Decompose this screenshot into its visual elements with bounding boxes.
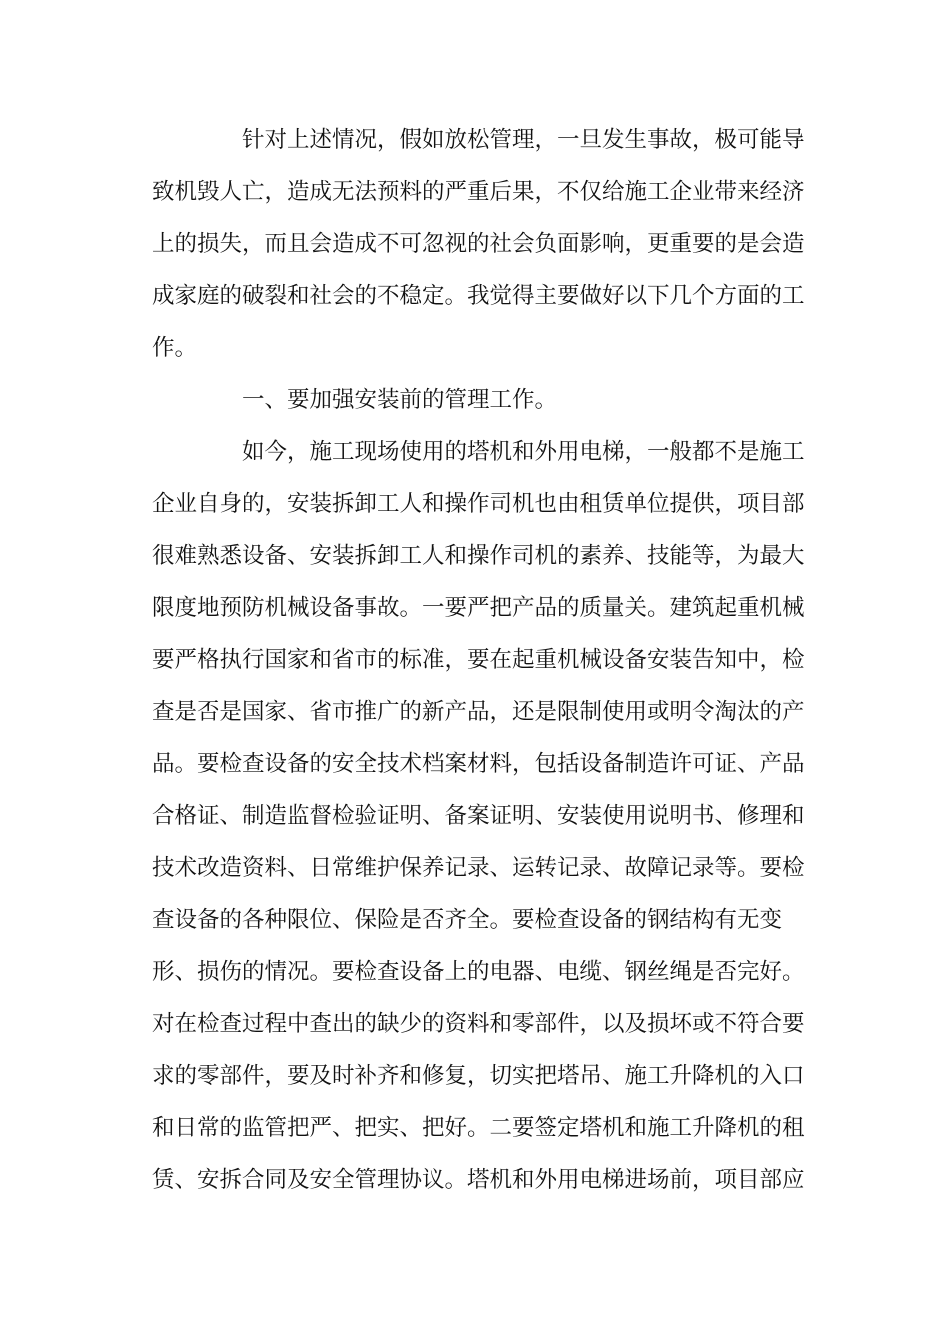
text-line: 技术改造资料、日常维护保养记录、运转记录、故障记录等。要检 <box>152 855 805 881</box>
text-line: 求的零部件，要及时补齐和修复，切实把塔吊、施工升降机的入口 <box>152 1063 805 1089</box>
text-line: 致机毁人亡，造成无法预料的严重后果，不仅给施工企业带来经济 <box>152 179 805 205</box>
document-body <box>152 114 805 1206</box>
text-line: 品。要检查设备的安全技术档案材料，包括设备制造许可证、产品 <box>152 751 805 777</box>
text-line: 限度地预防机械设备事故。一要严把产品的质量关。建筑起重机械 <box>152 595 805 621</box>
text-line: 和日常的监管把严、把实、把好。二要签定塔机和施工升降机的租 <box>152 1115 805 1141</box>
text-line: 对在检查过程中查出的缺少的资料和零部件，以及损坏或不符合要 <box>152 1011 805 1037</box>
text-line: 合格证、制造监督检验证明、备案证明、安装使用说明书、修理和 <box>152 803 805 829</box>
section-heading <box>152 374 802 426</box>
text-line: 查是否是国家、省市推广的新产品，还是限制使用或明令淘汰的产 <box>152 699 805 725</box>
text-line: 针对上述情况，假如放松管理，一旦发生事故，极可能导 <box>242 127 805 153</box>
text-line: 企业自身的，安装拆卸工人和操作司机也由租赁单位提供，项目部 <box>152 491 805 517</box>
text-line: 作。 <box>152 335 198 361</box>
text-line: 如今，施工现场使用的塔机和外用电梯，一般都不是施工 <box>242 439 805 465</box>
paragraph-3 <box>152 426 805 1206</box>
text-line: 上的损失，而且会造成不可忽视的社会负面影响，更重要的是会造 <box>152 231 805 257</box>
text-line: 很难熟悉设备、安装拆卸工人和操作司机的素养、技能等，为最大 <box>152 543 805 569</box>
paragraph-1 <box>152 114 805 374</box>
text-line: 形、损伤的情况。要检查设备上的电器、电缆、钢丝绳是否完好。 <box>152 959 805 985</box>
heading-line: 一、要加强安装前的管理工作。 <box>242 387 558 413</box>
text-line: 赁、安拆合同及安全管理协议。塔机和外用电梯进场前，项目部应 <box>152 1167 805 1193</box>
text-line: 要严格执行国家和省市的标准，要在起重机械设备安装告知中，检 <box>152 647 805 673</box>
text-line: 成家庭的破裂和社会的不稳定。我觉得主要做好以下几个方面的工 <box>152 283 805 309</box>
text-line: 查设备的各种限位、保险是否齐全。要检查设备的钢结构有无变 <box>152 907 783 933</box>
